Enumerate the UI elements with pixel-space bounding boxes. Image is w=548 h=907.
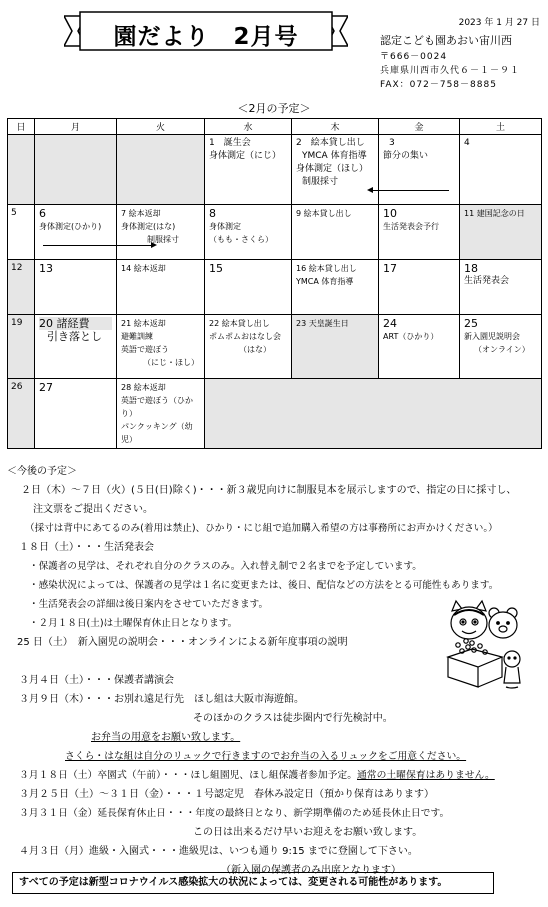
day-number: 17 [383, 262, 397, 275]
org-name: 認定こども園あおい宙川西 [380, 34, 512, 47]
schedule-line: ・保護者の見学は、それぞれ自分のクラスのみ。入れ替え制で２名までを予定しています。 [29, 561, 422, 572]
event-text: 生活発表会予行 [383, 222, 439, 231]
event-text: 身体測定(はな) [121, 222, 176, 231]
event-text: 避難訓練 [121, 332, 153, 341]
weekday-thu: 木 [292, 119, 379, 135]
issue-date: 2023 年 1 月 27 日 [458, 18, 540, 28]
day-number: 15 [209, 262, 223, 275]
day-cell-4 [460, 135, 542, 205]
february-calendar [7, 118, 542, 449]
day-cell-28 [117, 379, 205, 449]
event-text: 9 絵本貸し出し [296, 209, 352, 218]
day-cell-10 [379, 205, 460, 260]
day-cell-23 [292, 315, 379, 379]
day-cell-5 [8, 205, 35, 260]
day-cell-12 [8, 260, 35, 315]
address: 兵庫県川西市久代６－１－９１ [380, 66, 521, 76]
schedule-line: お弁当の用意をお願い致します。 [91, 732, 241, 743]
day-cell-6 [35, 205, 117, 260]
day-cell-8 [205, 205, 292, 260]
week-row-2 [8, 205, 542, 260]
calendar-title: ＜2月の予定＞ [237, 102, 311, 115]
day-number: 27 [39, 381, 53, 394]
day-number: 6 [39, 207, 46, 220]
event-text: 16 絵本貸し出し [296, 264, 357, 273]
event-text: （にじ・ほし） [143, 358, 199, 367]
day-number: 5 [11, 208, 17, 218]
day-number: 3 [389, 138, 395, 148]
day-cell-24 [379, 315, 460, 379]
arrow-left-icon [369, 190, 449, 192]
event-text: 誕生会 [223, 138, 251, 148]
day-number: 25 [464, 317, 478, 330]
schedule-line: （採寸は背中にあてるのみ(着用は禁止)、ひかり・にじ組で追加購入希望の方は事務所にお声かけください。） [25, 523, 498, 534]
event-text: YMCA 体育指導 [296, 277, 354, 286]
day-cell-7 [117, 205, 205, 260]
day-cell-11 [460, 205, 542, 260]
event-text: 23 天皇誕生日 [296, 319, 349, 328]
schedule-line: 注文票をご提出ください。 [33, 504, 153, 515]
day-cell-15 [205, 260, 292, 315]
page-title: 園だより 2月号 [113, 24, 299, 50]
event-text: 新入園児説明会 [464, 332, 520, 341]
day-cell-22 [205, 315, 292, 379]
event-text: 7 絵本返却 [121, 209, 161, 218]
schedule-line: ４月３日（月）進級・入園式・・・進級児は、いつも通り 9:15 までに登園して下さい。 [19, 846, 418, 857]
schedule-line: ２日（木）～７日（火）(５日(日)除く)・・・新３歳児向けに制服見本を展示しますので、指定の日に採寸し、 [21, 485, 517, 496]
schedule-line: ３月２５日（土）～３１日（金）・・・１号認定児 春休み設定日（預かり保育はあります） [19, 789, 434, 800]
day-cell-3 [379, 135, 460, 205]
event-text: 節分の集い [383, 151, 429, 161]
schedule-line: 25 日（土） 新入園児の説明会・・・オンラインによる新年度事項の説明 [17, 637, 348, 648]
day-number: 18 [464, 262, 478, 275]
week-row-3 [8, 260, 542, 315]
event-text: 14 絵本返却 [121, 264, 166, 273]
day-cell-9 [292, 205, 379, 260]
weekday-sun: 日 [8, 119, 35, 135]
oni-mame-illustration-icon [432, 597, 528, 693]
event-text: 引き落とし [47, 330, 102, 343]
day-cell-17 [379, 260, 460, 315]
schedule-heading: ＜今後の予定＞ [7, 466, 77, 477]
event-text: 身体測定（にじ） [209, 151, 282, 161]
day-number: 26 [11, 382, 23, 392]
event-text: （はな） [239, 345, 271, 354]
day-number: 2 [296, 138, 302, 148]
weekday-header-row [8, 119, 542, 135]
schedule-line: ・２月１８日(土)は土曜保育休止日となります。 [29, 618, 238, 629]
week-row-5 [8, 379, 542, 449]
day-cell-13 [35, 260, 117, 315]
weekday-tue: 火 [117, 119, 205, 135]
empty-day-cell [35, 135, 117, 205]
schedule-line: ・生活発表会の詳細は後日案内をさせていただきます。 [29, 599, 269, 610]
weekday-sat: 土 [460, 119, 542, 135]
day-cell-21 [117, 315, 205, 379]
fax-number: FAX：072－758－8885 [380, 80, 497, 90]
day-number: 10 [383, 207, 397, 220]
event-text: 英語で遊ぼう（ひかり） [121, 396, 193, 418]
postal-code: 〒666－0024 [380, 52, 448, 62]
title-banner [64, 10, 348, 54]
event-text: 身体測定 [209, 222, 241, 231]
weekday-fri: 金 [379, 119, 460, 135]
day-cell-20 [35, 315, 117, 379]
event-text: 制服採寸 [302, 177, 339, 187]
schedule-line: そのほかのクラスは徒歩圏内で行先検討中。 [193, 713, 393, 724]
schedule-line: ３月９日（木）・・・お別れ遠足行先 ほし組は大阪市海遊館。 [19, 694, 304, 705]
week-row-1 [8, 135, 542, 205]
weekday-wed: 水 [205, 119, 292, 135]
event-text: 身体測定(ひかり) [39, 222, 102, 231]
schedule-line: ・感染状況によっては、保護者の見学は１名に変更または、後日、配信などの方法をとる可能性もあります。 [29, 580, 499, 591]
schedule-line: （新入園の保護者のみ出席となります） [221, 865, 401, 876]
event-text: 生活発表会 [464, 276, 510, 286]
schedule-line: ３月１８日（土）卒園式（午前）・・・ほし組園児、ほし組保護者参加予定。 [19, 770, 357, 781]
covid-notice: すべての予定は新型コロナウイルス感染拡大の状況によっては、変更される可能性があります。 [12, 872, 494, 894]
schedule-line: １８日（土）・・・生活発表会 [19, 542, 154, 553]
day-number: 12 [11, 263, 23, 273]
day-cell-19 [8, 315, 35, 379]
day-cell-1 [205, 135, 292, 205]
day-cell-27 [35, 379, 117, 449]
day-number: 4 [464, 138, 470, 148]
header-info [380, 16, 540, 92]
day-cell-16 [292, 260, 379, 315]
event-text: ポムポムおはなし会 [209, 332, 281, 341]
event-text: 英語で遊ぼう [121, 345, 169, 354]
week-row-4 [8, 315, 542, 379]
schedule-line: ３月４日（土）・・・保護者講演会 [19, 675, 174, 686]
day-number: 19 [11, 318, 23, 328]
schedule-line: この日は出来るだけ早いお迎えをお願い致します。 [193, 827, 423, 838]
event-text: 28 絵本返却 [121, 383, 166, 392]
weekday-mon: 月 [35, 119, 117, 135]
empty-day-cell [205, 379, 542, 449]
event-text: （もも・さくら） [209, 235, 273, 244]
day-cell-2 [292, 135, 379, 205]
day-cell-26 [8, 379, 35, 449]
event-text: 20 諸経費 [39, 317, 112, 330]
event-text: 絵本貸し出し [310, 138, 365, 148]
day-number: 8 [209, 207, 216, 220]
event-text: 11 建国記念の日 [464, 209, 525, 218]
schedule-line: ３月３１日（金）延長保育休止日・・・年度の最終日となり、新学期準備のため延長休止日です。 [19, 808, 450, 819]
event-text: パンクッキング（幼児） [121, 422, 193, 444]
day-number: 1 [209, 138, 215, 148]
event-text: 21 絵本返却 [121, 319, 166, 328]
event-text: 22 絵本貸し出し [209, 319, 270, 328]
event-text: 身体測定（ほし） [296, 164, 369, 174]
day-number: 24 [383, 317, 397, 330]
empty-day-cell [8, 135, 35, 205]
day-cell-25 [460, 315, 542, 379]
event-text: （オンライン） [474, 345, 530, 354]
day-cell-14 [117, 260, 205, 315]
event-text: ART（ひかり） [383, 332, 439, 341]
event-text: YMCA 体育指導 [302, 151, 367, 161]
empty-day-cell [117, 135, 205, 205]
day-number: 13 [39, 262, 53, 275]
event-text: 制服採寸 [147, 235, 179, 244]
day-cell-18 [460, 260, 542, 315]
schedule-line: さくら・はな組は自分のリュックで行きますのでお弁当の入るリュックをご用意ください。 [65, 751, 467, 762]
schedule-line: 通常の土曜保育はありません。 [357, 770, 495, 781]
